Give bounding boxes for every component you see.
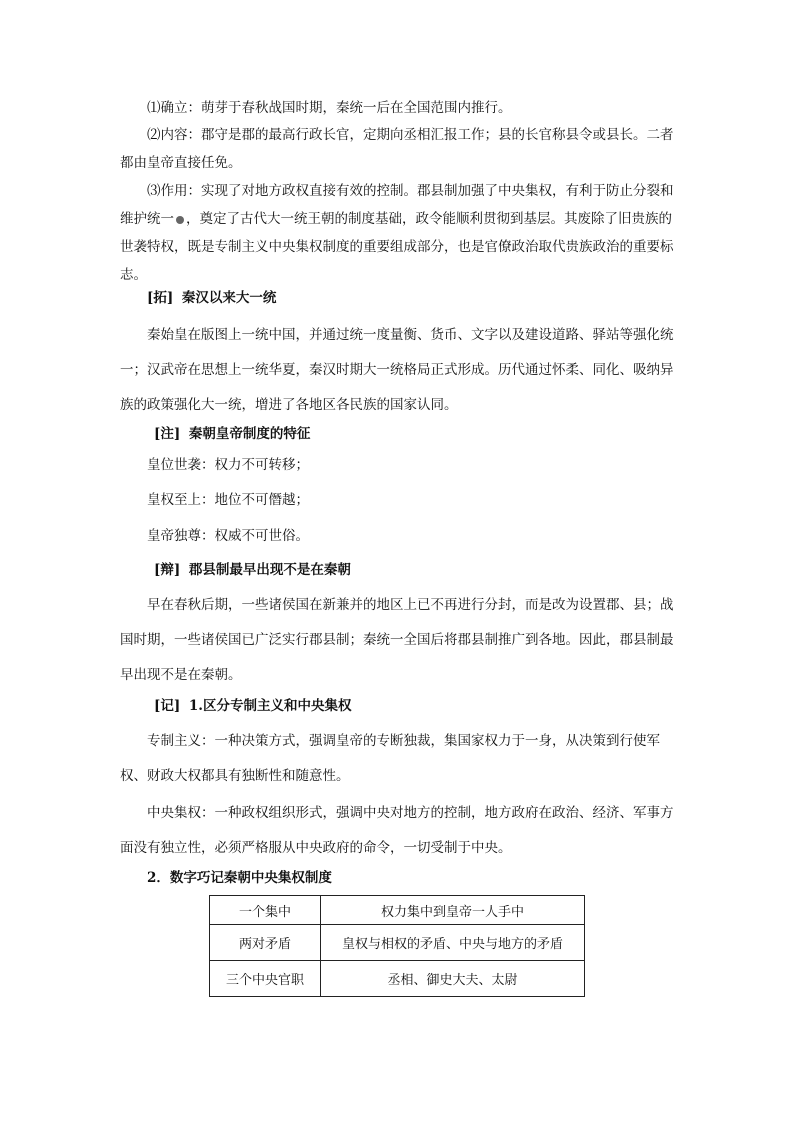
table-key-cell: 一个集中	[210, 896, 321, 925]
debate-title: 郡县制最早出现不是在秦朝	[188, 562, 351, 578]
memo-autocracy: 专制主义：一种决策方式，强调皇帝的专断独裁，集国家权力于一身，从决策到行使军权、财政大权都具有独断性和随意性。	[120, 733, 660, 784]
table-key-cell: 两对矛盾	[210, 925, 321, 961]
note-line-1: 皇位世袭：权力不可转移；	[147, 457, 309, 473]
circle-marker-icon	[176, 216, 184, 224]
debate-tag: [辩]	[154, 562, 181, 578]
table-value-cell: 皇权与相权的矛盾、中央与地方的矛盾	[321, 925, 585, 961]
effect-text-a: ⑶作用：实现了对地方政权直接有效的控制。郡县制加强了中央集权，有利于防止分裂和维护统一	[120, 183, 674, 227]
expand-heading	[120, 284, 676, 312]
expand-tag: [拓]	[147, 290, 174, 306]
table-value-cell: 丞相、御史大夫、太尉	[321, 961, 585, 997]
effect-paragraph	[120, 177, 676, 289]
memo2-title: 2．数字巧记秦朝中央集权制度	[147, 870, 332, 886]
memo-central: 中央集权：一种政权组织形式，强调中央对地方的控制，地方政府在政治、经济、军事方面没有独立性，必须严格服从中央政府的命令，一切受制于中央。	[120, 805, 674, 856]
expand-title: 秦汉以来大一统	[181, 290, 277, 306]
table-key-cell: 三个中央官职	[210, 961, 321, 997]
memo-title: 1.区分专制主义和中央集权	[188, 698, 352, 714]
note-line-3: 皇帝独尊：权威不可世俗。	[147, 528, 309, 544]
note-tag: [注]	[154, 426, 181, 442]
table-row	[210, 961, 585, 997]
memo-heading	[120, 692, 676, 720]
table-row	[210, 925, 585, 961]
expand-body: 秦始皇在版图上一统中国，并通过统一度量衡、货币、文字以及建设道路、驿站等强化统一；汉武帝在思想上一统华夏，秦汉时期大一统格局正式形成。历代通过怀柔、同化、吸纳异族的政策强化大一统，增进了各地区各民族的国家认同。	[120, 327, 674, 413]
debate-heading	[120, 556, 676, 584]
table-row	[210, 896, 585, 925]
note-title: 秦朝皇帝制度的特征	[188, 426, 311, 442]
debate-body: 早在春秋后期，一些诸侯国在新兼并的地区上已不再进行分封，而是改为设置郡、县；战国时期，一些诸侯国已广泛实行郡县制；秦统一全国后将郡县制推广到各地。因此，郡县制最早出现不是在秦朝。	[120, 597, 674, 683]
note-heading	[120, 420, 676, 448]
table-value-cell: 权力集中到皇帝一人手中	[321, 896, 585, 925]
content-paragraph: ⑵内容：郡守是郡的最高行政长官，定期向丞相汇报工作；县的长官称县令或县长。二者都由皇帝直接任免。	[120, 127, 674, 171]
establish-paragraph: ⑴确立：萌芽于春秋战国时期，秦统一后在全国范围内推行。	[147, 100, 512, 116]
effect-text-b: ，奠定了古代大一统王朝的制度基础，政令能顺利贯彻到基层。其废除了旧贵族的世袭特权，既是专制主义中央集权制度的重要组成部分，也是官僚政治取代贵族政治的重要标志。	[120, 211, 674, 283]
note-line-2: 皇权至上：地位不可僭越；	[147, 492, 309, 508]
summary-table	[209, 895, 585, 997]
memo-tag: [记]	[154, 698, 181, 714]
